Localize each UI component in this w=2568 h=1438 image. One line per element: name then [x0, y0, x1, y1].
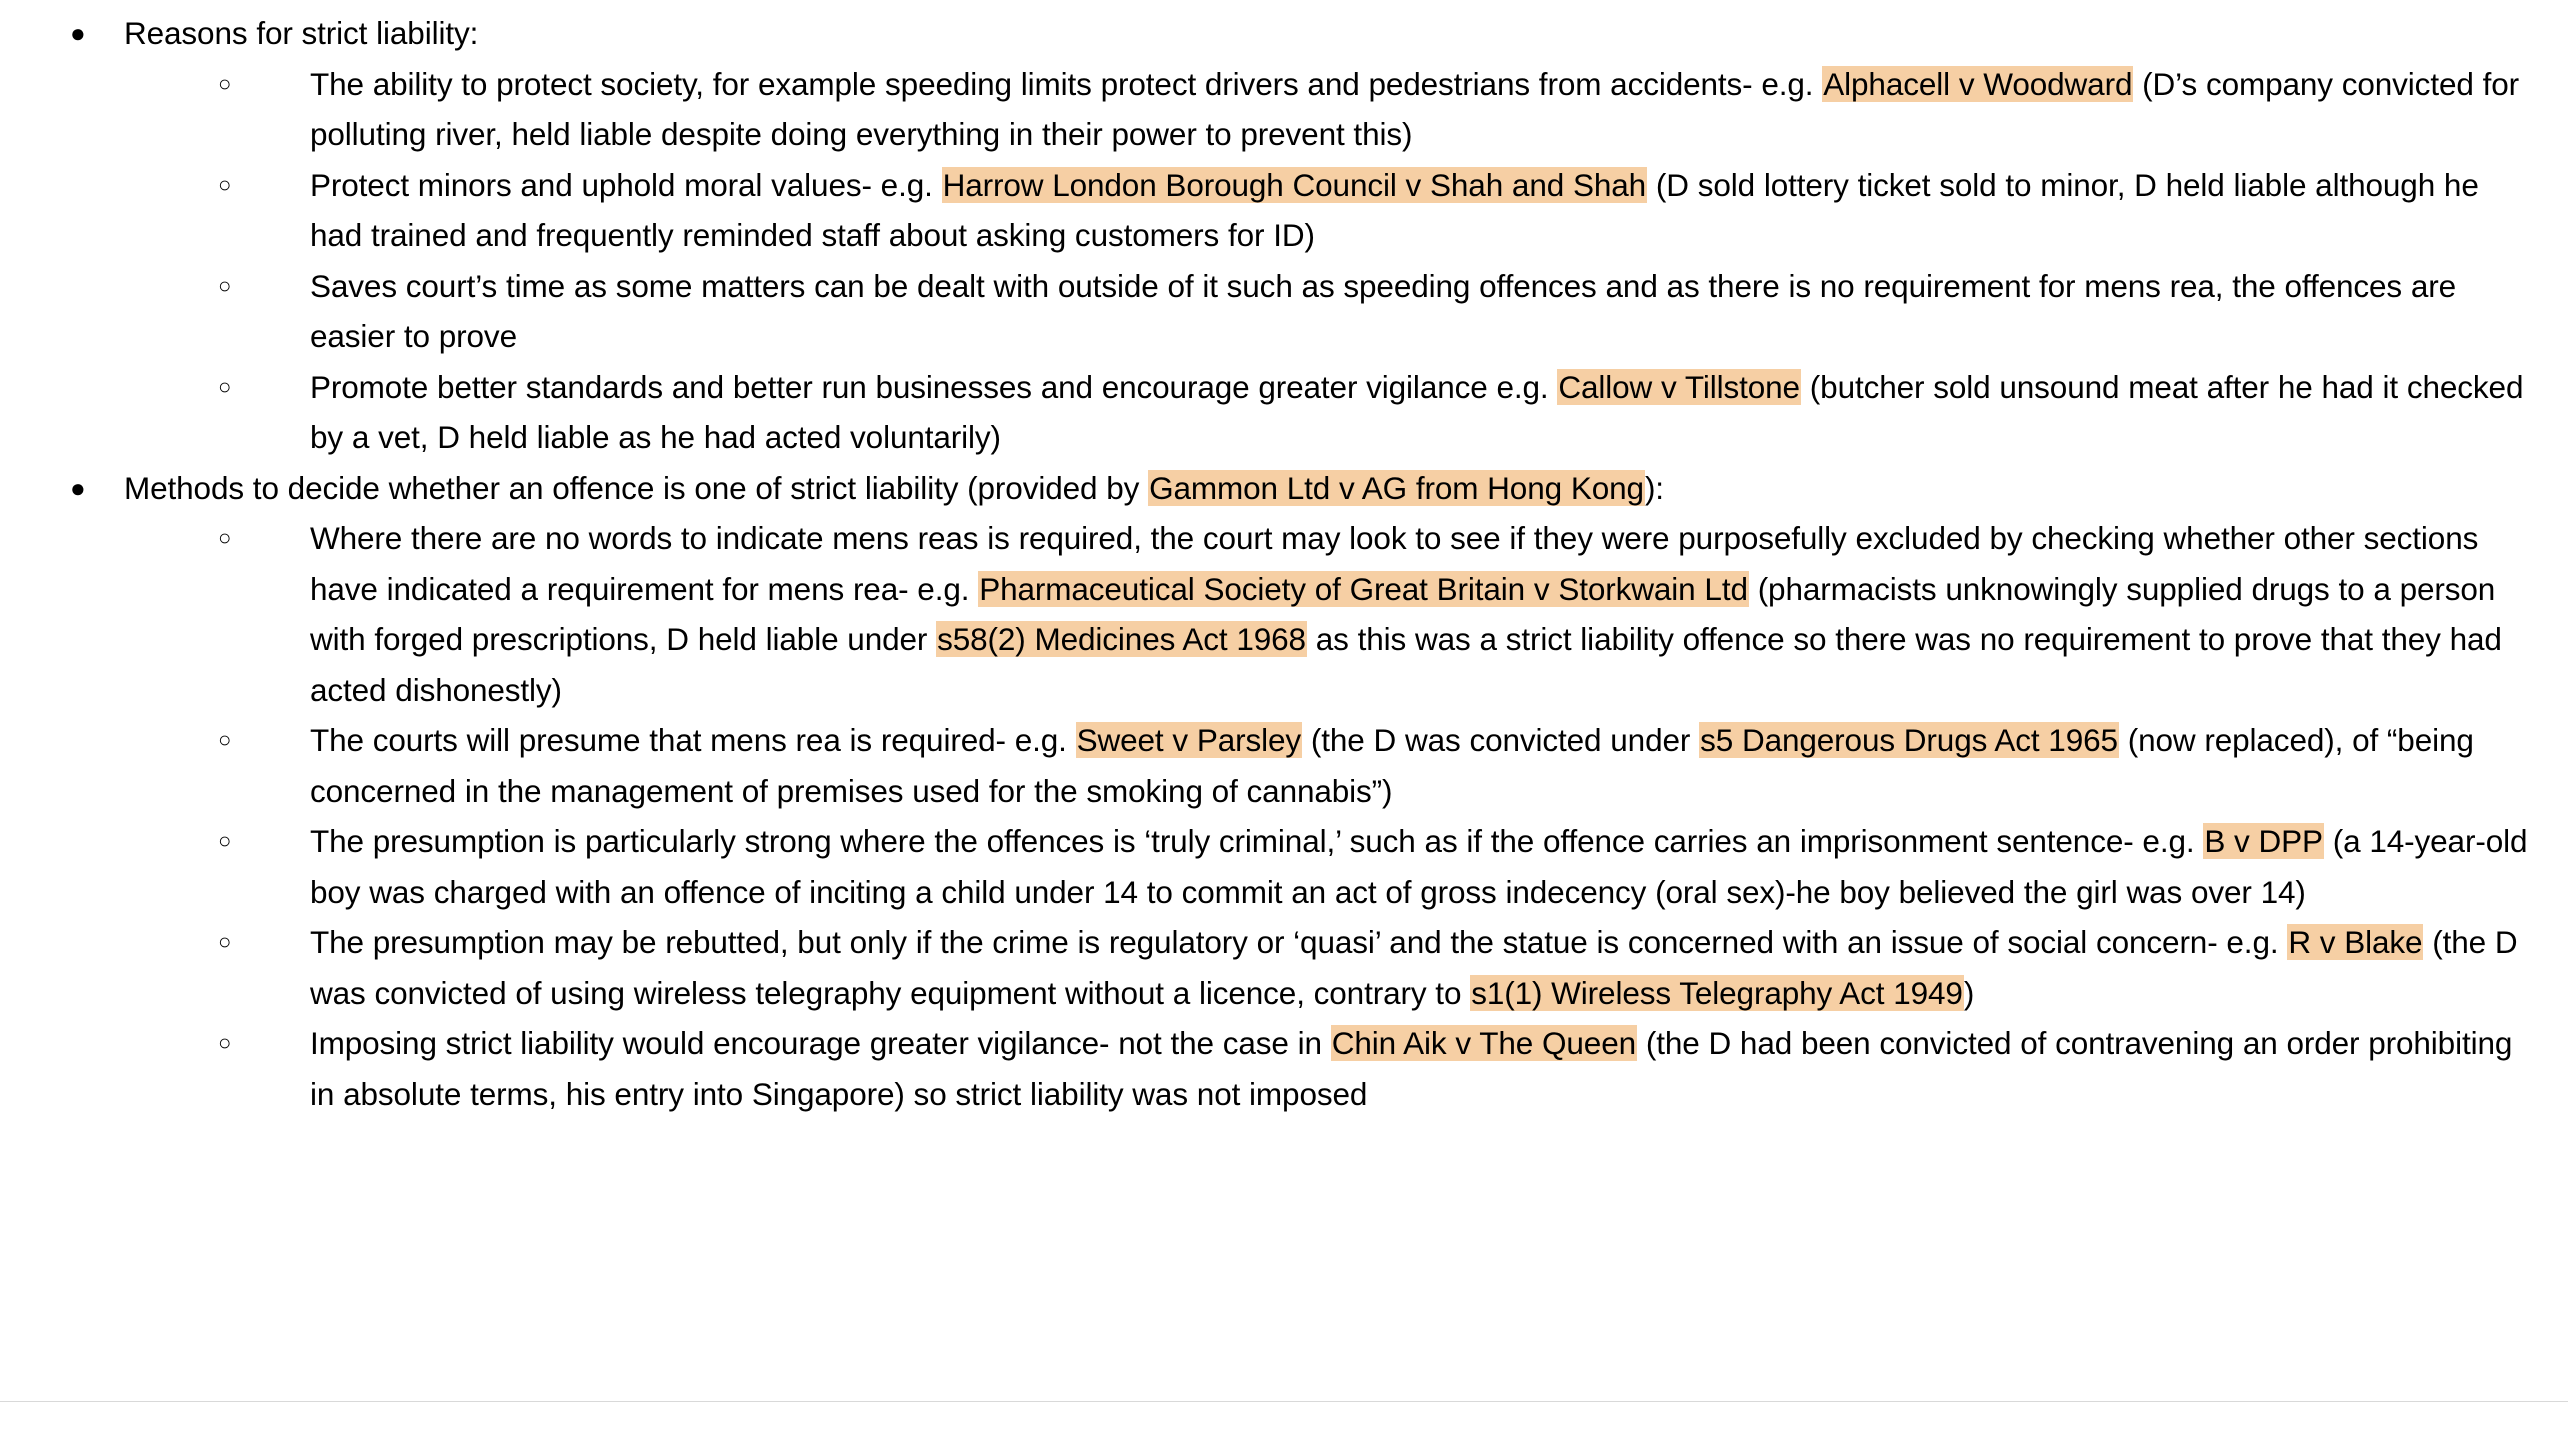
- body-text-run: Reasons for strict liability:: [124, 15, 479, 51]
- body-text-run: The presumption may be rebutted, but only if the crime is regulatory or ‘quasi’ and the statue is concerned with an issue of social concern- e.g.: [310, 924, 2288, 960]
- body-text-run: ):: [1644, 469, 1664, 506]
- outline-item-text: [310, 513, 2540, 715]
- bullet-circle-icon: ○: [218, 525, 232, 550]
- outline-item-text: [310, 362, 2540, 463]
- bullet-circle-icon: ○: [218, 70, 232, 96]
- outline-list-level1: [28, 8, 2540, 1119]
- body-text-run: as this was a strict liability offence so there was no requirement to prove that they had acted dishonestly): [310, 621, 2502, 708]
- body-text-run: ): [1963, 974, 1975, 1011]
- outline-item-level2: [28, 362, 2540, 463]
- outline-item-level2: [28, 513, 2540, 715]
- outline-item-text: [124, 8, 2540, 59]
- bullet-circle-icon: ○: [218, 727, 232, 752]
- outline-item-text: [310, 1018, 2540, 1119]
- body-text-run: (now replaced), of “being concerned in the management of premises used for the smoking of cannabis”): [310, 722, 2474, 809]
- body-text-run: Promote better standards and better run businesses and encourage greater vigilance e.g.: [310, 368, 1558, 405]
- outline-item-text: [310, 160, 2540, 261]
- outline-item-text: [310, 715, 2540, 816]
- outline-item-text: [310, 917, 2540, 1018]
- outline-item-level2: [28, 261, 2540, 362]
- bullet-circle-icon: ○: [218, 171, 232, 197]
- body-text-run: (the D was convicted of using wireless telegraphy equipment without a licence, contrary to: [310, 924, 2518, 1011]
- body-text-run: (pharmacists unknowingly supplied drugs to a person with forged prescriptions, D held liable under: [310, 570, 2496, 657]
- body-text-run: (D sold lottery ticket sold to minor, D held liable although he had trained and frequently reminded staff about asking customers for ID): [310, 166, 2479, 253]
- bullet-disc-icon: ●: [70, 472, 86, 503]
- highlighted-case-name: s58(2) Medicines Act 1968: [937, 621, 1306, 657]
- highlighted-case-name: Callow v Tillstone: [1558, 368, 1800, 405]
- body-text-run: The ability to protect society, for example speeding limits protect drivers and pedestrians from accidents- e.g.: [310, 65, 1823, 102]
- bullet-circle-icon: ○: [218, 272, 232, 298]
- bullet-circle-icon: ○: [218, 828, 232, 853]
- bullet-circle-icon: ○: [218, 373, 232, 399]
- outline-item-level1: [28, 463, 2540, 514]
- highlighted-case-name: Alphacell v Woodward: [1823, 65, 2133, 102]
- body-text-run: Imposing strict liability would encourage greater vigilance- not the case in: [310, 1025, 1331, 1061]
- highlighted-case-name: B v DPP: [2204, 823, 2323, 859]
- body-text-run: Protect minors and uphold moral values- e.g.: [310, 166, 942, 203]
- outline-sublist-wrapper: [28, 59, 2540, 463]
- outline-list-level2: [28, 59, 2540, 463]
- body-text-run: (the D was convicted under: [1302, 722, 1700, 758]
- highlighted-case-name: R v Blake: [2288, 924, 2423, 960]
- bullet-circle-icon: ○: [218, 929, 232, 954]
- body-text-run: Saves court’s time as some matters can be dealt with outside of it such as speeding offences and as there is no requirement for mens rea, the offences are easier to prove: [310, 267, 2457, 354]
- outline-item-level2: [28, 1018, 2540, 1119]
- highlighted-case-name: Pharmaceutical Society of Great Britain v Storkwain Ltd: [979, 570, 1748, 607]
- body-text-run: The presumption is particularly strong where the offences is ‘truly criminal,’ such as if the offence carries an imprisonment sentence- e.g.: [310, 823, 2204, 859]
- outline-item-level2: [28, 816, 2540, 917]
- highlighted-case-name: s5 Dangerous Drugs Act 1965: [1700, 722, 2118, 758]
- outline-item-text: [310, 59, 2540, 160]
- outline-item-level2: [28, 59, 2540, 160]
- highlighted-case-name: Harrow London Borough Council v Shah and Shah: [942, 166, 1647, 203]
- outline-item-text: [124, 463, 2540, 514]
- body-text-run: (the D had been convicted of contravening an order prohibiting in absolute terms, his entry into Singapore) so strict liability was not imposed: [310, 1025, 2513, 1112]
- outline-item-text: [310, 261, 2540, 362]
- body-text-run: (butcher sold unsound meat after he had it checked by a vet, D held liable as he had acted voluntarily): [310, 368, 2524, 455]
- body-text-run: The courts will presume that mens rea is required- e.g.: [310, 722, 1076, 758]
- highlighted-case-name: Sweet v Parsley: [1076, 722, 1302, 758]
- outline-item-level1: [28, 8, 2540, 59]
- body-text-run: Where there are no words to indicate mens reas is required, the court may look to see if they were purposefully excluded by checking whether other sections have indicated a requirement for mens rea- e.g.: [310, 520, 2479, 607]
- outline-list-level2: [28, 513, 2540, 1119]
- body-text-run: Methods to decide whether an offence is one of strict liability (provided by: [124, 469, 1149, 506]
- body-text-run: (a 14-year-old boy was charged with an offence of inciting a child under 14 to commit an act of gross indecency (oral sex)-he boy believed the girl was over 14): [310, 823, 2528, 910]
- highlighted-case-name: s1(1) Wireless Telegraphy Act 1949: [1471, 974, 1963, 1011]
- outline-item-level2: [28, 160, 2540, 261]
- outline-item-level2: [28, 917, 2540, 1018]
- bullet-disc-icon: ●: [70, 18, 86, 48]
- page-bottom-divider: [0, 1401, 2568, 1402]
- outline-sublist-wrapper: [28, 513, 2540, 1119]
- highlighted-case-name: Gammon Ltd v AG from Hong Kong: [1149, 469, 1644, 506]
- bullet-circle-icon: ○: [218, 1030, 232, 1055]
- body-text-run: (D’s company convicted for polluting river, held liable despite doing everything in their power to prevent this): [310, 65, 2519, 152]
- highlighted-case-name: Chin Aik v The Queen: [1331, 1025, 1636, 1061]
- outline-item-text: [310, 816, 2540, 917]
- outline-item-level2: [28, 715, 2540, 816]
